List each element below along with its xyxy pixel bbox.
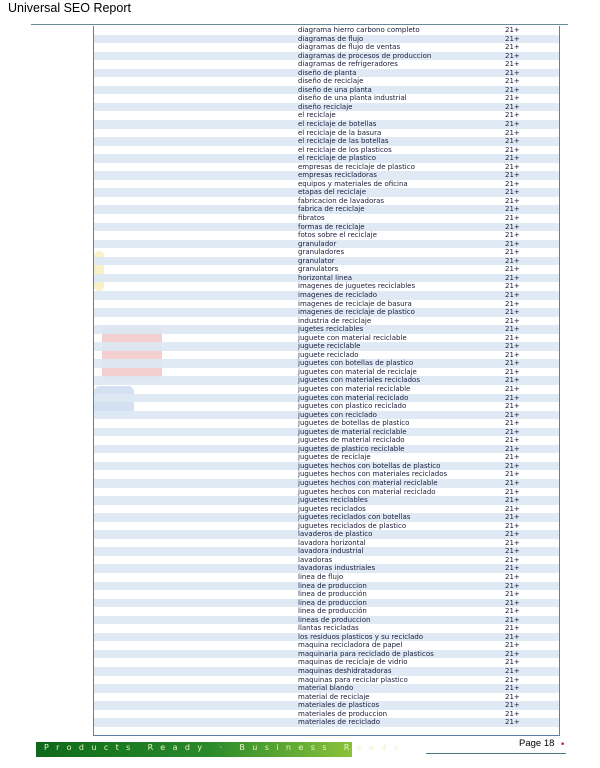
rank-cell: 21+ — [505, 667, 520, 676]
rank-cell: 21+ — [505, 222, 520, 231]
rank-cell: 21+ — [505, 478, 520, 487]
rank-cell: 21+ — [505, 77, 520, 86]
rank-cell: 21+ — [505, 188, 520, 197]
keyword-cell: el reciclaje de las botellas — [298, 137, 389, 146]
table-row — [94, 111, 559, 120]
table-row — [94, 599, 559, 608]
rank-cell: 21+ — [505, 248, 520, 257]
header-divider — [31, 24, 568, 25]
keyword-cell: juguetes hechos con materiales reciclados — [298, 470, 448, 479]
rank-cell: 21+ — [505, 34, 520, 43]
table-row — [94, 650, 559, 659]
keyword-cell: linea de flujo — [298, 573, 344, 581]
table-row — [94, 300, 559, 309]
table-row — [94, 616, 559, 625]
keyword-cell: fabricacion de lavadoras — [298, 196, 385, 205]
rank-cell: 21+ — [505, 367, 520, 376]
table-row — [94, 214, 559, 223]
keyword-cell: imagenes de juguetes reciclables — [298, 282, 416, 291]
table-row — [94, 291, 559, 300]
table-row — [94, 428, 559, 437]
rank-cell: 21+ — [505, 196, 520, 205]
keyword-cell: juguetes con material reciclable — [298, 384, 411, 393]
rank-cell: 21+ — [505, 350, 520, 359]
rank-cell: 21+ — [505, 214, 520, 223]
keyword-cell: diagramas de flujo — [298, 34, 364, 43]
keyword-cell: juguete reciclado — [298, 350, 359, 359]
keyword-cell: lavadora horizontal — [298, 538, 366, 547]
rank-cell: 21+ — [505, 684, 520, 693]
table-row — [94, 342, 559, 351]
rank-cell: 21+ — [505, 179, 520, 188]
table-row — [94, 462, 559, 471]
rank-cell: 21+ — [505, 641, 520, 650]
table-row — [94, 376, 559, 385]
rank-cell: 21+ — [505, 333, 520, 342]
keyword-cell: juguetes de material reciclable — [298, 427, 407, 436]
keyword-cell: juguetes de botellas de plastico — [298, 419, 410, 428]
rank-cell: 21+ — [505, 393, 520, 402]
rank-cell: 21+ — [505, 325, 520, 334]
rank-cell: 21+ — [505, 624, 520, 633]
rank-cell: 21+ — [505, 239, 520, 248]
rank-cell: 21+ — [505, 709, 520, 718]
table-row — [94, 265, 559, 274]
rank-cell: 21+ — [505, 521, 520, 530]
keyword-cell: empresas recicladoras — [298, 171, 377, 180]
rank-cell: 21+ — [505, 581, 520, 590]
table-row — [94, 334, 559, 343]
keyword-cell: el reciclaje de la basura — [298, 128, 382, 137]
keyword-cell: maquinas deshidratadoras — [298, 667, 392, 676]
keyword-cell: juguetes reciclados con botellas — [298, 513, 411, 522]
rank-cell: 21+ — [505, 60, 520, 69]
rank-cell: 21+ — [505, 461, 520, 470]
table-row — [94, 564, 559, 573]
keyword-cell: linea de produccion — [298, 598, 367, 607]
rank-cell: 21+ — [505, 171, 520, 180]
keyword-cell: juguetes con botellas de plastico — [298, 359, 414, 368]
keyword-cell: lavadoras industriales — [298, 564, 376, 573]
keyword-table — [93, 26, 560, 736]
rank-cell: 21+ — [505, 701, 520, 710]
table-row — [94, 35, 559, 44]
table-row — [94, 223, 559, 232]
rank-cell: 21+ — [505, 607, 520, 616]
keyword-rows — [94, 26, 559, 727]
keyword-cell: lineas de produccion — [298, 615, 371, 624]
table-row — [94, 496, 559, 505]
table-row — [94, 582, 559, 591]
table-row — [94, 60, 559, 69]
table-row — [94, 146, 559, 155]
table-row — [94, 522, 559, 531]
rank-cell: 21+ — [505, 342, 520, 351]
rank-cell: 21+ — [505, 43, 520, 52]
table-row — [94, 436, 559, 445]
rank-cell: 21+ — [505, 538, 520, 547]
table-row — [94, 26, 559, 35]
rank-cell: 21+ — [505, 419, 520, 428]
table-row — [94, 86, 559, 95]
rank-cell: 21+ — [505, 282, 520, 291]
footer-divider — [426, 753, 566, 754]
table-row — [94, 240, 559, 249]
page-number: Page 18 — [519, 738, 555, 749]
rank-cell: 21+ — [505, 128, 520, 137]
table-row — [94, 154, 559, 163]
page-bullet-icon: • — [560, 740, 566, 750]
keyword-cell: juguetes con material reciclado — [298, 393, 409, 402]
table-row — [94, 590, 559, 599]
keyword-cell: imagenes de reciclado — [298, 290, 378, 299]
keyword-cell: formas de reciclaje — [298, 222, 365, 231]
rank-cell: 21+ — [505, 573, 520, 581]
rank-cell: 21+ — [505, 402, 520, 411]
keyword-cell: diseño reciclaje — [298, 102, 353, 111]
keyword-cell: el reciclaje — [298, 111, 336, 120]
rank-cell: 21+ — [505, 376, 520, 385]
keyword-cell: lavadoras — [298, 555, 333, 564]
keyword-cell: linea de produccion — [298, 581, 367, 590]
keyword-cell: materiales de reciclado — [298, 718, 381, 727]
table-row — [94, 658, 559, 667]
keyword-cell: horizontal linea — [298, 273, 353, 282]
table-row — [94, 411, 559, 420]
table-row — [94, 77, 559, 86]
table-row — [94, 445, 559, 454]
table-row — [94, 701, 559, 710]
rank-cell: 21+ — [505, 85, 520, 94]
keyword-cell: juguetes de reciclaje — [298, 453, 371, 462]
rank-cell: 21+ — [505, 68, 520, 77]
rank-cell: 21+ — [505, 111, 520, 120]
table-row — [94, 693, 559, 702]
keyword-cell: diseño de una planta industrial — [298, 94, 407, 103]
keyword-cell: juguetes con material de reciclaje — [298, 367, 417, 376]
keyword-cell: materiales de plasticos — [298, 701, 380, 710]
rank-cell: 21+ — [505, 120, 520, 129]
keyword-cell: juguetes hechos con material reciclado — [298, 487, 436, 496]
keyword-cell: diagrama hierro carbono completo — [298, 26, 420, 34]
rank-cell: 21+ — [505, 26, 520, 34]
keyword-cell: juguetes reciclados de plastico — [298, 521, 407, 530]
table-row — [94, 317, 559, 326]
table-row — [94, 453, 559, 462]
keyword-cell: linea de producción — [298, 590, 367, 599]
table-row — [94, 197, 559, 206]
table-row — [94, 556, 559, 565]
table-row — [94, 94, 559, 103]
table-row — [94, 718, 559, 727]
rank-cell: 21+ — [505, 530, 520, 539]
keyword-cell: materiales de produccion — [298, 709, 388, 718]
rank-cell: 21+ — [505, 427, 520, 436]
table-row — [94, 282, 559, 291]
rank-cell: 21+ — [505, 102, 520, 111]
rank-cell: 21+ — [505, 555, 520, 564]
keyword-cell: linea de producción — [298, 607, 367, 616]
keyword-cell: juguete con material reciclable — [298, 333, 407, 342]
table-row — [94, 530, 559, 539]
table-row — [94, 43, 559, 52]
table-row — [94, 710, 559, 719]
table-row — [94, 573, 559, 582]
rank-cell: 21+ — [505, 444, 520, 453]
table-row — [94, 641, 559, 650]
table-row — [94, 513, 559, 522]
keyword-cell: lavadora industrial — [298, 547, 364, 556]
rank-cell: 21+ — [505, 359, 520, 368]
keyword-cell: juguetes con materiales reciclados — [298, 376, 420, 385]
table-row — [94, 171, 559, 180]
table-row — [94, 547, 559, 556]
table-row — [94, 163, 559, 172]
keyword-cell: el reciclaje de los plasticos — [298, 145, 392, 154]
keyword-cell: diagramas de flujo de ventas — [298, 43, 401, 52]
keyword-cell: granulators — [298, 265, 339, 274]
keyword-cell: diagramas de procesos de produccion — [298, 51, 432, 60]
table-row — [94, 470, 559, 479]
keyword-cell: imagenes de reciclaje de plastico — [298, 308, 415, 317]
keyword-cell: granuladores — [298, 248, 345, 257]
keyword-cell: maquinaria para reciclado de plasticos — [298, 649, 434, 658]
keyword-cell: juguetes hechos con material reciclable — [298, 478, 438, 487]
keyword-cell: juguetes de material reciclado — [298, 436, 405, 445]
rank-cell: 21+ — [505, 273, 520, 282]
keyword-cell: diseño de reciclaje — [298, 77, 364, 86]
keyword-cell: el reciclaje de plastico — [298, 154, 376, 163]
table-row — [94, 419, 559, 428]
rank-cell: 21+ — [505, 316, 520, 325]
rank-cell: 21+ — [505, 308, 520, 317]
rank-cell: 21+ — [505, 205, 520, 214]
keyword-cell: material blando — [298, 684, 354, 693]
rank-cell: 21+ — [505, 470, 520, 479]
keyword-cell: juguetes de plastico reciclable — [298, 444, 405, 453]
rank-cell: 21+ — [505, 615, 520, 624]
table-row — [94, 402, 559, 411]
rank-cell: 21+ — [505, 590, 520, 599]
table-row — [94, 359, 559, 368]
rank-cell: 21+ — [505, 496, 520, 505]
table-row — [94, 69, 559, 78]
table-row — [94, 385, 559, 394]
rank-cell: 21+ — [505, 265, 520, 274]
table-row — [94, 308, 559, 317]
rank-cell: 21+ — [505, 384, 520, 393]
keyword-cell: juguetes reciclables — [298, 496, 368, 505]
table-row — [94, 539, 559, 548]
table-row — [94, 231, 559, 240]
table-row — [94, 684, 559, 693]
table-row — [94, 607, 559, 616]
keyword-cell: diagramas de refrigeradores — [298, 60, 398, 69]
rank-cell: 21+ — [505, 299, 520, 308]
keyword-cell: el reciclaje de botellas — [298, 120, 377, 129]
table-row — [94, 52, 559, 61]
keyword-cell: maquina recicladora de papel — [298, 641, 403, 650]
table-row — [94, 188, 559, 197]
rank-cell: 21+ — [505, 547, 520, 556]
keyword-cell: industria de reciclaje — [298, 316, 372, 325]
footer-tagline: Products Ready · Business Ready — [44, 743, 406, 752]
keyword-cell: maquinas para reciclar plastico — [298, 675, 408, 684]
rank-cell: 21+ — [505, 649, 520, 658]
table-row — [94, 479, 559, 488]
rank-cell: 21+ — [505, 598, 520, 607]
rank-cell: 21+ — [505, 410, 520, 419]
table-row — [94, 624, 559, 633]
table-row — [94, 205, 559, 214]
rank-cell: 21+ — [505, 162, 520, 171]
keyword-cell: fotos sobre el reciclaje — [298, 231, 377, 240]
table-row — [94, 368, 559, 377]
keyword-cell: los residuos plasticos y su reciclado — [298, 632, 424, 641]
rank-cell: 21+ — [505, 256, 520, 265]
rank-cell: 21+ — [505, 504, 520, 513]
rank-cell: 21+ — [505, 675, 520, 684]
keyword-cell: imagenes de reciclaje de basura — [298, 299, 412, 308]
keyword-cell: diseño de una planta — [298, 85, 372, 94]
table-row — [94, 488, 559, 497]
report-title: Universal SEO Report — [8, 1, 131, 15]
keyword-cell: material de reciclaje — [298, 692, 370, 701]
table-row — [94, 394, 559, 403]
table-row — [94, 505, 559, 514]
rank-cell: 21+ — [505, 137, 520, 146]
table-row — [94, 137, 559, 146]
table-row — [94, 633, 559, 642]
rank-cell: 21+ — [505, 487, 520, 496]
rank-cell: 21+ — [505, 718, 520, 727]
keyword-cell: juguetes con plastico reciclado — [298, 402, 407, 411]
keyword-cell: fibratos — [298, 214, 325, 223]
keyword-cell: empresas de reciclaje de plastico — [298, 162, 415, 171]
keyword-cell: etapas del reciclaje — [298, 188, 367, 197]
rank-cell: 21+ — [505, 145, 520, 154]
rank-cell: 21+ — [505, 692, 520, 701]
table-row — [94, 180, 559, 189]
keyword-cell: granulator — [298, 256, 335, 265]
rank-cell: 21+ — [505, 154, 520, 163]
keyword-cell: maquinas de reciclaje de vidrio — [298, 658, 408, 667]
keyword-cell: juguetes con reciclado — [298, 410, 377, 419]
table-row — [94, 120, 559, 129]
keyword-cell: juguetes hechos con botellas de plastico — [298, 461, 441, 470]
keyword-cell: granulador — [298, 239, 337, 248]
table-row — [94, 325, 559, 334]
table-row — [94, 676, 559, 685]
keyword-cell: lavaderos de plastico — [298, 530, 373, 539]
table-row — [94, 129, 559, 138]
table-row — [94, 351, 559, 360]
rank-cell: 21+ — [505, 290, 520, 299]
footer-banner — [36, 742, 406, 757]
table-row — [94, 667, 559, 676]
keyword-cell: juguetes reciclados — [298, 504, 366, 513]
rank-cell: 21+ — [505, 231, 520, 240]
keyword-cell: jugetes reciclables — [298, 325, 364, 334]
table-row — [94, 248, 559, 257]
rank-cell: 21+ — [505, 513, 520, 522]
rank-cell: 21+ — [505, 658, 520, 667]
rank-cell: 21+ — [505, 453, 520, 462]
rank-cell: 21+ — [505, 436, 520, 445]
table-row — [94, 257, 559, 266]
keyword-cell: diseño de planta — [298, 68, 357, 77]
keyword-cell: llantas recicladas — [298, 624, 359, 633]
table-row — [94, 103, 559, 112]
keyword-cell: fabrica de reciclaje — [298, 205, 365, 214]
keyword-cell: equipos y materiales de oficina — [298, 179, 408, 188]
rank-cell: 21+ — [505, 51, 520, 60]
rank-cell: 21+ — [505, 632, 520, 641]
rank-cell: 21+ — [505, 564, 520, 573]
rank-cell: 21+ — [505, 94, 520, 103]
keyword-cell: juguete reciclable — [298, 342, 361, 351]
table-row — [94, 274, 559, 283]
